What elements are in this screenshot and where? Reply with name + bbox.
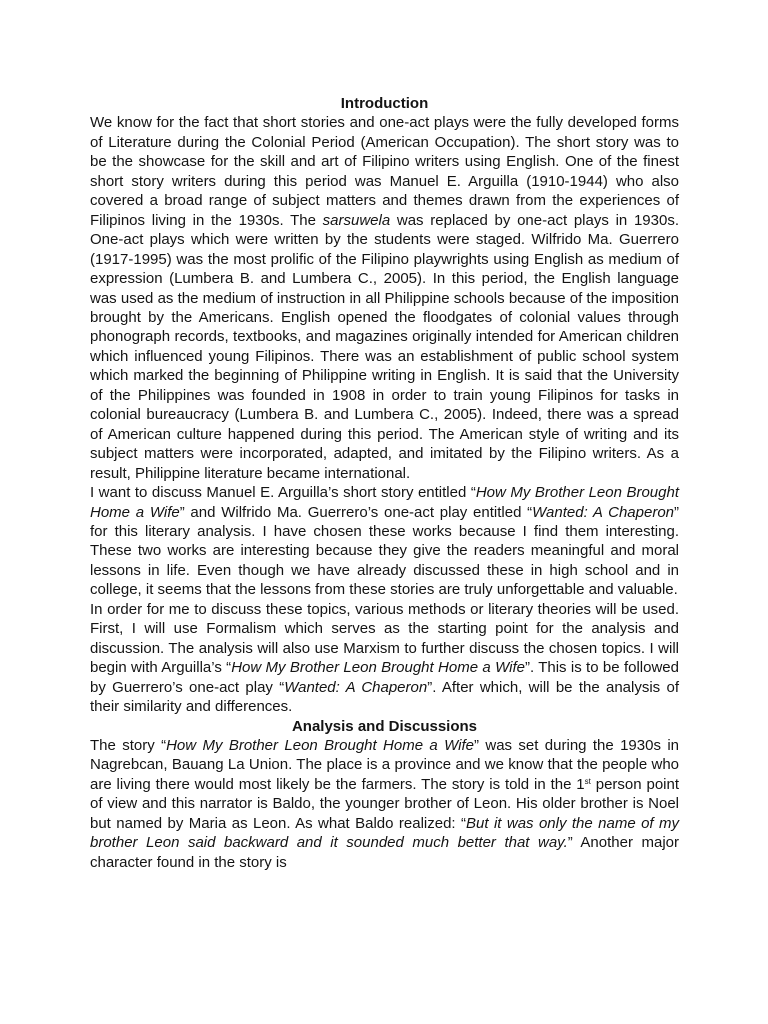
italic-title: How My Brother Leon Brought Home a Wife [90,484,679,521]
italic-title: But it was only the name of my brother Leon said backward and it sounded much better that way. [90,814,679,852]
paragraph-purpose [90,483,679,600]
italic-title: sarsuwela [322,211,391,229]
text-run: In order for me to discuss these topics, various methods or literary theories will be used. First, I will use Formalism which serves as the starting point for the analysis and discussion. The analysis will also use Marxism to further discuss the chosen topics. I will begin with Arguilla’s “ [90,600,679,677]
italic-title: Wanted: A Chaperon [532,503,674,521]
italic-title: How My Brother Leon Brought Home a Wife [231,659,525,677]
text-run: The story “ [90,736,167,754]
text-run: person point of view and this narrator is Baldo, the younger brother of Leon. His older brother is Noel but named by Maria as Leon. As what Baldo realized: “ [90,775,680,832]
italic-title: How My Brother Leon Brought Home a Wife [166,736,475,754]
text-run: ”. After which, will be the analysis of their similarity and differences. [90,678,679,716]
document-body [90,94,679,872]
paragraph-intro [90,113,679,483]
heading-analysis: Analysis and Discussions [291,717,478,735]
text-run: was replaced by one-act plays in 1930s. One-act plays which were written by the students were staged. Wilfrido Ma. Guerrero (1917-1995) was the most prolific of the Filipino playwrights using English as medium of expression (Lumbera B. and Lumbera C., 2005). In this period, the English language was used as the medium of instruction in all Philippine schools because of the imposition brought by the Americans. English opened the floodgates of colonial values through phonograph records, textbooks, and magazines originally intended for American children which influenced young Filipinos. There was an establishment of public school system which marked the beginning of Philippine writing in English. It is said that the University of the Philippines was founded in 1908 in order to train young Filipinos for tasks in colonial bureaucracy (Lumbera B. and Lumbera C., 2005). Indeed, there was a spread of American culture happened during this period. The American style of writing and its subject matters were incorporated, adapted, and imitated by the Filipino writers. As a result, Philippine literature became international. [90,211,679,482]
text-run: We know for the fact that short stories and one-act plays were the fully developed forms of Literature during the Colonial Period (American Occupation). The short story was to be the showcase for the skill and art of Filipino writers using English. One of the finest short story writers during this period was Manuel E. Arguilla (1910-1944) who also covered a broad range of subject matters and themes drawn from the experiences of Filipinos living in the 1930s. The [90,114,679,229]
italic-title: Wanted: A Chaperon [284,678,428,696]
text-run: ” and Wilfrido Ma. Guerrero’s one-act play entitled “ [179,503,533,521]
text-run: ”. This is to be followed by Guerrero’s one-act play “ [90,659,679,696]
heading-introduction: Introduction [340,95,429,112]
text-run: ” was set during the 1930s in Nagrebcan, Bauang La Union. The place is a province and we know that the people who are living there would most likely be the farmers. The story is told in the 1 [90,736,680,793]
text-run: ” for this literary analysis. I have chosen these works because I find them interesting. These two works are interesting because they give the readers meaningful and moral lessons in life. Even though we have already discussed these in high school and in college, it seems that the lessons from these stories are truly unforgettable and valuable. [90,503,679,599]
paragraph-story [90,736,679,872]
paragraph-methods [90,600,679,717]
ordinal-superscript: st [584,776,591,786]
text-run: I want to discuss Manuel E. Arguilla’s short story entitled “ [90,484,476,502]
text-run: ” Another major character found in the story is [90,834,679,871]
